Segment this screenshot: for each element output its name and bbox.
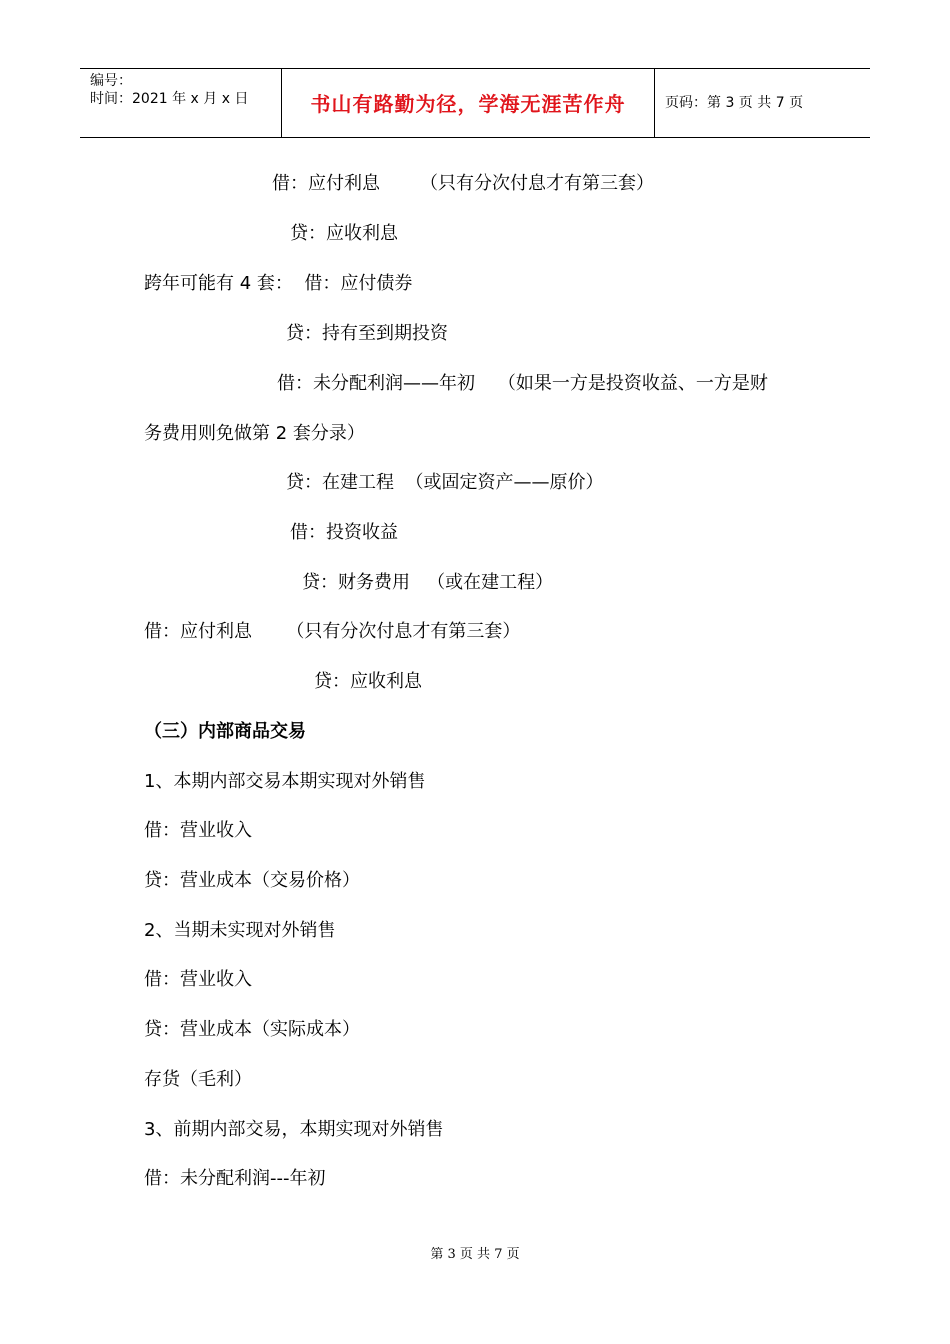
text-line: 务费用则免做第 2 套分录）: [144, 423, 365, 444]
text-line: 借：未分配利润——年初 （如果一方是投资收益、一方是财: [277, 373, 768, 394]
text-line: 2、当期未实现对外销售: [144, 920, 336, 941]
page-header: [80, 68, 870, 138]
text-line: 借：营业收入: [144, 820, 252, 841]
text-line: 贷：营业成本（交易价格）: [144, 870, 360, 891]
text-line: 借：应付利息 （只有分次付息才有第三套）: [144, 621, 521, 642]
header-middle-cell: [282, 69, 655, 137]
header-right-cell: [655, 69, 870, 137]
section-heading: （三）内部商品交易: [144, 721, 306, 742]
document-date-label: 时间：2021 年 x 月 x 日: [90, 91, 249, 107]
header-page-label: 页码：第 3 页 共 7 页: [665, 95, 804, 111]
text-line: 借：应付利息 （只有分次付息才有第三套）: [272, 173, 655, 194]
page-footer: 第 3 页 共 7 页: [430, 1247, 520, 1262]
text-line: 贷：应收利息: [314, 671, 422, 692]
text-line: 1、本期内部交易本期实现对外销售: [144, 771, 426, 792]
header-left-cell: [80, 69, 282, 137]
text-line: 借：未分配利润---年初: [144, 1168, 326, 1189]
text-line: 贷：持有至到期投资: [286, 323, 448, 344]
text-line: 贷：应收利息: [290, 223, 398, 244]
text-line: 借：营业收入: [144, 969, 252, 990]
header-motto: 书山有路勤为径，学海无涯苦作舟: [310, 92, 626, 116]
text-line: 贷：财务费用 （或在建工程）: [302, 572, 554, 593]
text-line: 跨年可能有 4 套： 借：应付债券: [144, 273, 413, 294]
text-line: 贷：在建工程 （或固定资产——原价）: [286, 472, 604, 493]
text-line: 借：投资收益: [290, 522, 398, 543]
text-line: 存货（毛利）: [144, 1069, 252, 1090]
document-number-label: 编号：: [90, 73, 132, 89]
text-line: 贷：营业成本（实际成本）: [144, 1019, 360, 1040]
text-line: 3、前期内部交易，本期实现对外销售: [144, 1119, 444, 1140]
